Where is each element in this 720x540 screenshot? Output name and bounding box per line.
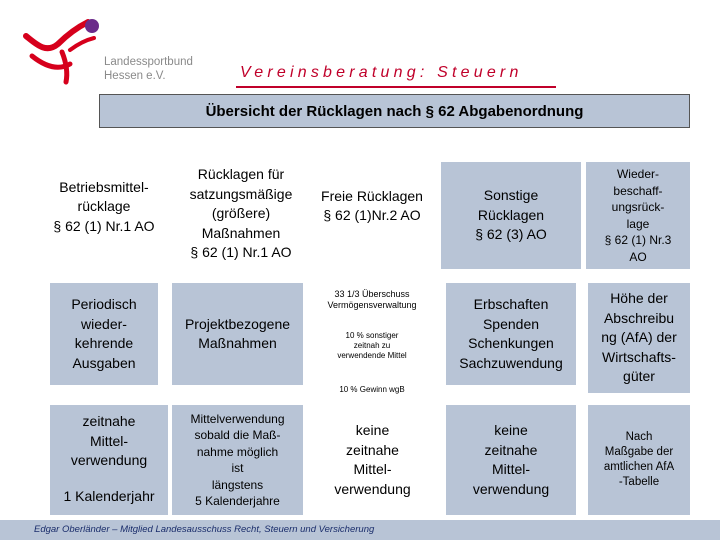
logo-line-2: Hessen e.V. [104,70,166,82]
header-title: Vereinsberatung: Steuern [240,64,523,81]
landessportbund-logo-icon [22,14,114,86]
cell-keine-zeitnahe-freie: keine zeitnahe Mittel- verwendung [334,422,411,497]
cell-afa-tabelle: Nach Maßgabe der amtlichen AfA -Tabelle [588,405,690,515]
logo-text [104,55,193,83]
column-header-satzungsmaessig: Rücklagen für satzungsmäßige (größere) Maßnahmen § 62 (1) Nr.1 AO [189,166,293,261]
cell-keine-zeitnahe-sonstige: keine zeitnahe Mittel- verwendung [446,405,576,515]
column-header-freie-ruecklagen: Freie Rücklagen § 62 (1)Nr.2 AO [321,187,423,223]
cell-mittelverwendung-frist: Mittelverwendung sobald die Maß- nahme möglich ist längstens 5 Kalenderjahre [172,405,303,515]
footer-bar [0,520,720,540]
note-vermoegensverwaltung: 33 1/3 Überschuss Vermögensverwaltung [327,289,417,310]
cell-abschreibung: Höhe der Abschreibu ng (AfA) der Wirtschafts- güter [588,283,690,393]
cell-kalenderjahr-text: 1 Kalenderjahr [63,487,155,504]
overview-banner: Übersicht der Rücklagen nach § 62 Abgabenordnung [99,94,690,128]
cell-periodisch: Periodisch wieder- kehrende Ausgaben [50,283,158,385]
logo-line-1: Landessportbund [104,56,193,68]
cell-projektbezogen: Projektbezogene Maßnahmen [172,283,303,385]
column-header-sonstige: Sonstige Rücklagen § 62 (3) AO [441,162,581,269]
note-sonstige-mittel: 10 % sonstiger zeitnah zu verwendende Mittel [337,331,407,360]
cell-zeitnahe-mittelverwendung [50,405,168,515]
column-header-wiederbeschaffung: Wieder- beschaff- ungsrück- lage § 62 (1) Nr.3 AO [586,162,690,269]
cell-erbschaften: Erbschaften Spenden Schenkungen Sachzuwendung [446,283,576,385]
header-rule [236,86,556,88]
footer-text: Edgar Oberländer – Mitglied Landesausschuss Recht, Steuern und Versicherung [34,524,375,535]
note-gewinn-wgb: 10 % Gewinn wgB [339,385,405,394]
column-header-betriebsmittel: Betriebsmittel- rücklage § 62 (1) Nr.1 AO [53,178,155,234]
cell-zeitnahe-text: zeitnahe Mittel- verwendung [70,413,148,468]
